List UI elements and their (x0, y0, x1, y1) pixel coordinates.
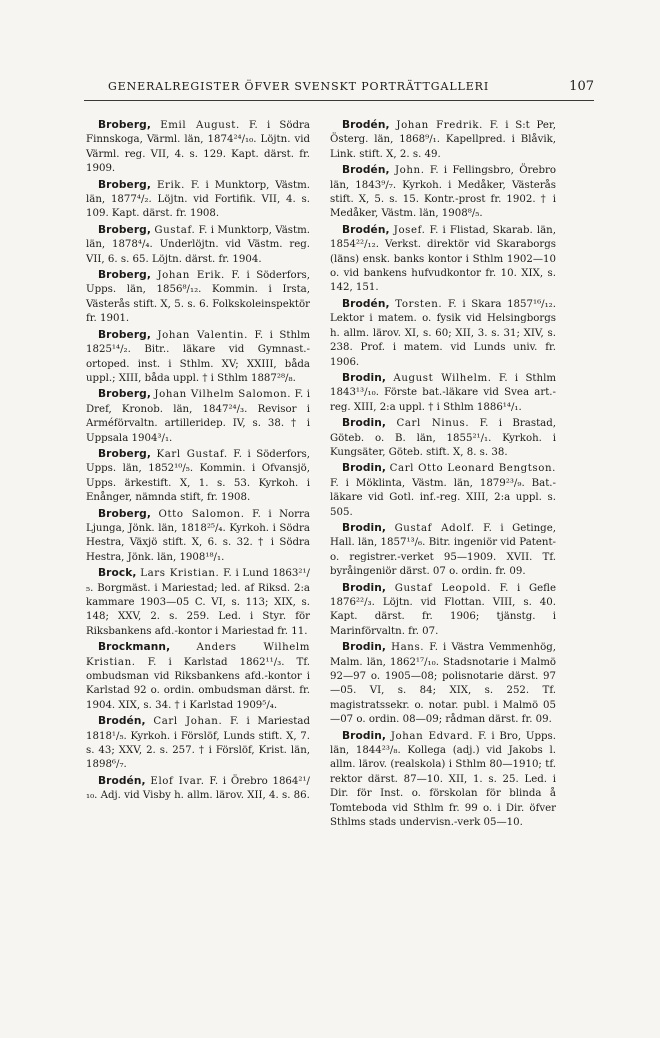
entry-surname: Broberg, (98, 178, 151, 191)
header-title: GENERALREGISTER ÖFVER SVENSKT PORTRÄTTGALLERI (108, 80, 490, 93)
register-entry (86, 328, 310, 387)
entry-given-name: Anders Wilhelm Kristian. (86, 642, 310, 668)
register-entry (86, 268, 310, 327)
entry-given-name: Carl Otto Leonard Bengtson. (389, 463, 556, 475)
register-entry (86, 223, 310, 267)
entry-given-name: Hans. (391, 642, 425, 654)
entry-surname: Broberg, (98, 119, 151, 131)
entry-text: F. i Bro, Upps. län, 1844²³/₈. Kollega (adj.) vid Jakobs l. allm. lärov. (realskola) i Sthlm 80—1910; tf. rektor därst. 87—10. XII, 1. s. 25. Led. i Dir. för Inst. o. förskolan för blinda å Tomteboda vid Sthlm fr. 99 o. i Dir. öfver Sthlms stads undervisn.-verk 05—10. (330, 730, 556, 829)
register-entry (330, 371, 556, 415)
entry-given-name: August Wilhelm. (393, 372, 492, 384)
entry-surname: Brodén, (342, 223, 390, 236)
running-header (0, 80, 660, 100)
entry-given-name: Elof Ivar. (150, 775, 205, 787)
register-entry (330, 297, 556, 370)
entry-text: F. i Fellingsbro, Örebro län, 1843⁹/₇. Kyrkoh. i Medåker, Västerås stift. X, 5. s. 15. Kontr.-prost fr. 1902. † i Medåker, Västm. län, 1908⁸/₅. (330, 165, 556, 220)
entry-text: F. i Örebro 1864²¹/₁₀. Adj. vid Visby h. allm. lärov. XII, 4. s. 86. (86, 775, 310, 802)
entry-given-name: Johan Fredrik. (396, 120, 483, 131)
entry-text: F. i Getinge, Hall. län, 1857¹³/₆. Bitr. ingeniör vid Patent- o. registrer.-verket 95—1909. XVII. Tf. byråingeniör därst. 07 o. ordin. fr. 09. (330, 522, 556, 578)
entry-text: F. i Söderfors, Upps. län, 1852¹⁰/₅. Kommin. i Ofvansjö, Upps. ärkestift. X, 1. s. 53. Kyrkoh. i Enånger, nämnda stift, fr. 1908. (86, 448, 310, 504)
entry-surname: Broberg, (98, 507, 151, 520)
entry-surname: Brodin, (342, 521, 387, 534)
register-entry (86, 566, 310, 639)
entry-surname: Broberg, (98, 269, 151, 282)
register-entry (86, 447, 310, 506)
entry-given-name: Gustaf Adolf. (394, 522, 475, 534)
entry-given-name: Erik. (156, 179, 185, 191)
entry-surname: Brock, (98, 567, 137, 580)
entry-given-name: Josef. (393, 224, 426, 236)
entry-given-name: Gustaf Leopold. (394, 582, 491, 594)
register-entry (86, 387, 310, 446)
entry-text: F. i Söderfors, Upps. län, 1856⁸/₁₂. Kommin. i Irsta, Västerås stift. X, 5. s. 6. Folkskoleinspektör fr. 1901. (86, 270, 310, 325)
entry-given-name: Karl Gustaf. (156, 448, 228, 460)
entry-text: F. i Munktorp, Västm. län, 1877⁴/₂. Löjtn. vid Fortifik. VII, 4. s. 109. Kapt. därst. fr. 1908. (86, 179, 310, 220)
header-rule (84, 100, 594, 101)
entry-text: F. i Möklinta, Västm. län, 1879²³/₉. Bat.-läkare vid Gotl. inf.-reg. XIII, 2:a uppl. s. 505. (330, 477, 556, 518)
entry-text: F. i Södra Finnskoga, Värml. län, 1874²⁴/₁₀. Löjtn. vid Värml. reg. VII, 4. s. 129. Kapt. därst. fr. 1909. (86, 120, 310, 175)
entry-text: F. i Gefle 1876²²/₃. Löjtn. vid Flottan. VIII, s. 40. Kapt. därst. fr. 1906; tjänstg. i Marinförvaltn. fr. 07. (330, 582, 556, 637)
entry-surname: Brodén, (342, 164, 390, 177)
entry-surname: Broberg, (98, 328, 151, 341)
register-entry (86, 118, 310, 177)
entry-text: F. i Skara 1857¹⁶/₁₂. Lektor i matem. o. fysik vid Helsingborgs h. allm. lärov. XI, s. 60; XII, 3. s. 31; XIV, s. 238. Prof. i matem. vid Lunds univ. fr. 1906. (330, 298, 556, 368)
entry-text: F. i Norra Ljunga, Jönk. län, 1818²⁵/₄. Kyrkoh. i Södra Hestra, Växjö stift. X, 6. s. 32. † i Södra Hestra, Jönk. län, 1908¹⁸/₁. (86, 508, 310, 563)
register-entry (330, 461, 556, 520)
entry-given-name: Johan Vilhelm Salomon. (154, 389, 292, 401)
entry-surname: Brodin, (342, 417, 387, 430)
entry-given-name: Torsten. (395, 298, 443, 310)
entry-given-name: Gustaf. (154, 224, 196, 236)
register-entry (330, 118, 556, 162)
register-entry (330, 640, 556, 727)
entry-text: F. i Mariestad 1818¹/₅. Kyrkoh. i Förslöf, Lunds stift. X, 7. s. 43; XXV, 2. s. 257. † i Förslöf, Krist. län, 1898⁶/₇. (86, 716, 310, 771)
register-entry (86, 774, 310, 804)
entry-given-name: Johan Edvard. (390, 730, 474, 742)
entry-given-name: Emil August. (160, 120, 240, 131)
entry-surname: Brodin, (342, 581, 387, 594)
entry-text: F. i Flistad, Skarab. län, 1854²²/₁₂. Verkst. direktör vid Skaraborgs (läns) ensk. banks kontor i Sthlm 1902—10 o. vid bankens hufvudkontor fr. 10. XIX, s. 142, 151. (330, 224, 556, 294)
entry-text: F. i Karlstad 1862¹¹/₃. Tf. ombudsman vid Riksbankens afd.-kontor i Karlstad 92 o. ordin. ombudsman därst. fr. 1904. XIX, s. 34. † i Karlstad 1909⁵/₄. (86, 656, 310, 711)
register-entry (86, 714, 310, 773)
entry-given-name: Johan Valentin. (157, 329, 248, 341)
register-entry (330, 223, 556, 296)
entry-surname: Broberg, (98, 223, 151, 236)
entry-given-name: Carl Johan. (153, 716, 223, 728)
entry-surname: Brockmann, (98, 641, 171, 654)
entry-text: F. i Lund 1863²¹/₅. Borgmäst. i Mariestad; led. af Riksd. 2:a kammare 1903—05 C. VI, s. 113; XIX, s. 148; XXV, 2. s. 259. Led. i Styr. för Riksbankens afd.-kontor i Mariestad fr. 11. (86, 568, 310, 637)
register-entry (330, 521, 556, 580)
page-number: 107 (569, 79, 594, 94)
entry-text: F. i Munktorp, Västm. län, 1878⁴/₄. Underlöjtn. vid Västm. reg. VII, 6. s. 65. Löjtn. därst. fr. 1904. (86, 224, 310, 265)
register-entry (330, 163, 556, 222)
entry-text: F. i Västra Vemmenhög, Malm. län, 1862¹⁷/₁₀. Stadsnotarie i Malmö 92—97 o. 1905—08; polisnotarie därst. 97—05. VI, s. 84; XIX, s. 252. Tf. magistratssekr. o. notar. publ. i Malmö 05—07 o. ordin. 08—09; rådman därst. fr. 09. (330, 642, 556, 726)
entry-given-name: Otto Salomon. (158, 508, 245, 520)
register-entry (330, 729, 556, 831)
entry-text: F. i Brastad, Göteb. o. B. län, 1855²¹/₁. Kyrkoh. i Kungsäter, Göteb. stift. X, 8. s. 38. (330, 418, 556, 458)
entry-given-name: John. (394, 165, 425, 177)
entry-surname: Brodén, (342, 297, 390, 310)
entry-given-name: Lars Kristian. (140, 568, 220, 580)
left-column (86, 118, 310, 805)
register-entry (330, 581, 556, 640)
right-column (330, 118, 556, 832)
register-entry (330, 416, 556, 460)
entry-given-name: Johan Erik. (157, 270, 225, 282)
entry-surname: Brodén, (342, 119, 390, 131)
entry-surname: Brodin, (342, 641, 387, 654)
entry-text: F. i S:t Per, Österg. län, 1868⁹/₁. Kapellpred. i Blåvik, Link. stift. X, 2. s. 49. (330, 120, 556, 160)
entry-surname: Brodén, (98, 774, 146, 787)
entry-surname: Brodin, (342, 462, 387, 475)
register-entry (86, 178, 310, 222)
entry-given-name: Carl Ninus. (396, 418, 470, 430)
register-entry (86, 640, 310, 713)
entry-surname: Brodin, (342, 729, 387, 742)
entry-text: F. i Dref, Kronob. län, 1847²⁴/₃. Revisor i Arméförvaltn. artilleridep. IV, s. 38. † i Uppsala 1904³/₁. (86, 389, 310, 444)
entry-surname: Brodin, (342, 371, 387, 384)
register-entry (86, 507, 310, 566)
entry-text: F. i Sthlm 1825¹⁴/₂. Bitr.. läkare vid Gymnast.-ortoped. inst. i Sthlm. XV; XXIII, båda uppl.; XIII, båda uppl. † i Sthlm 1887²⁸/₈. (86, 329, 310, 384)
entry-text: F. i Sthlm 1843¹³/₁₀. Förste bat.-läkare vid Svea art.-reg. XIII, 2:a uppl. † i Sthlm 1886¹⁴/₁. (330, 372, 556, 413)
entry-surname: Brodén, (98, 715, 146, 728)
entry-surname: Broberg, (98, 388, 151, 401)
entry-surname: Broberg, (98, 447, 151, 460)
